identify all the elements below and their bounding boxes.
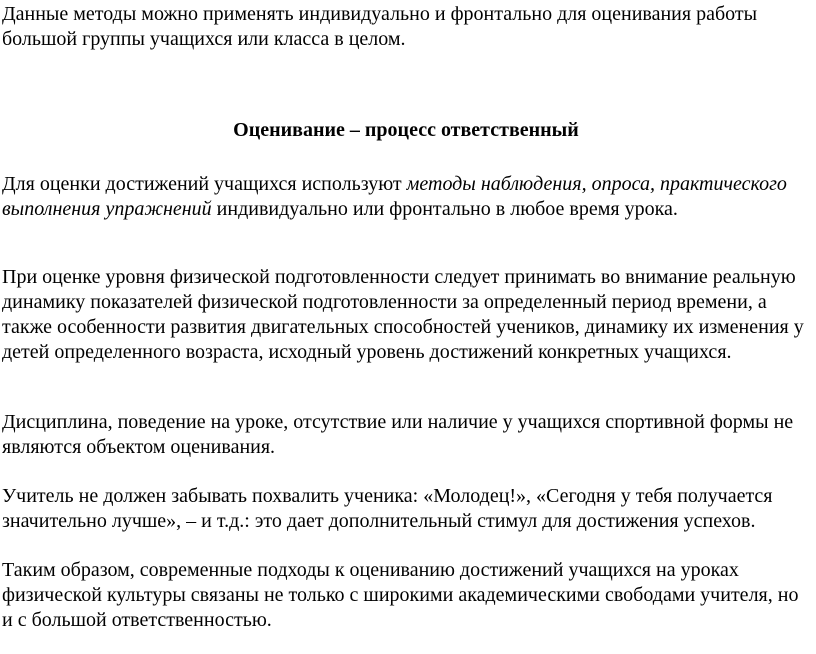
paragraph-physical-fitness: При оценке уровня физической подготовленности следует принимать во внимание реальную динамику показателей физической подготовленности за определенный период времени, а также особенности развития двигательных способностей учеников, динамику их изменения у детей определенного возраста, исходный уровень достижений конкретных учащихся. — [2, 266, 804, 363]
paragraph-discipline: Дисциплина, поведение на уроке, отсутствие или наличие у учащихся спортивной формы не являются объектом оценивания. — [2, 411, 794, 458]
paragraph-methods-usage: Данные методы можно применять индивидуально и фронтально для оценивания работы большой группы учащихся или класса в целом. — [2, 3, 758, 50]
italic-methods-list: методы наблюдения, опроса, практического выполнения упражнений — [2, 173, 787, 220]
paragraph-conclusion: Таким образом, современные подходы к оцениванию достижений учащихся на уроках физической культуры связаны не только с широкими академическими свободами учителя, но и с большой ответственностью. — [2, 559, 799, 631]
paragraph-praise: Учитель не должен забывать похвалить ученика: «Молодец!», «Сегодня у тебя получается значительно лучше», – и т.д.: это дает дополнительный стимул для достижения успехов. — [2, 485, 773, 532]
paragraph-text-start: Для оценки достижений учащихся используют — [2, 173, 407, 195]
paragraph-text-end: индивидуально или фронтально в любое время урока. — [211, 198, 678, 220]
section-heading: Оценивание – процесс ответственный — [233, 119, 579, 141]
paragraph-assessment-methods — [2, 172, 810, 222]
